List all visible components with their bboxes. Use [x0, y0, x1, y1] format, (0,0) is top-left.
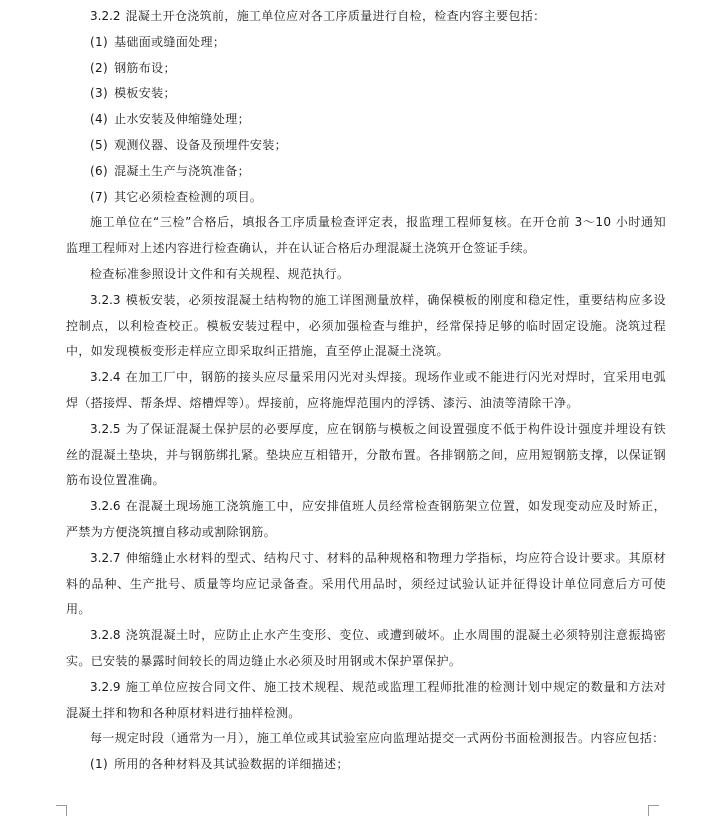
section-number: 3.2.9	[90, 679, 121, 694]
list-item: (2) 钢筋布设；	[90, 60, 176, 75]
section-3-2-4	[66, 365, 666, 417]
document-body	[66, 4, 666, 778]
list-item: (7) 其它必须检查检测的项目。	[90, 189, 263, 204]
section-3-2-5	[66, 417, 666, 494]
section-number: 3.2.7	[90, 550, 121, 565]
section-number: 3.2.6	[90, 499, 121, 514]
section-number: 3.2.5	[90, 421, 121, 436]
paragraph-standard: 检查标准参照设计文件和有关规程、规范执行。	[90, 266, 350, 281]
section-text: 混凝土开仓浇筑前，施工单位应对各工序质量进行自检，检查内容主要包括：	[125, 9, 546, 23]
section-text: 在加工厂中，钢筋的接头应尽量采用闪光对头焊接。现场作业或不能进行闪光对焊时，宜采用电弧焊（搭接焊、帮条焊、熔槽焊等）。焊接前，应将施焊范围内的浮锈、漆污、油渍等清除干净。	[66, 370, 666, 410]
list-item: (5) 观测仪器、设备及预埋件安装；	[90, 137, 287, 152]
list-item: (3) 模板安装；	[90, 86, 176, 101]
section-text: 在混凝土现场施工浇筑施工中，应安排值班人员经常检查钢筋架立位置，如发现变动应及时矫正，严禁为方便浇筑擅自移动或割除钢筋。	[66, 499, 666, 539]
paragraph-report: 每一规定时段（通常为一月），施工单位或其试验室应向监理站提交一式两份书面检测报告。内容应包括：	[90, 731, 665, 746]
list-item: (1) 所用的各种材料及其试验数据的详细描述；	[90, 757, 349, 772]
section-number: 3.2.3	[90, 292, 121, 307]
section-text: 模板安装，必须按混凝土结构物的施工详图测量放样，确保模板的刚度和稳定性，重要结构应多设控制点，以利检查校正。模板安装过程中，必须加强检查与维护，经常保持足够的临时固定设施。浇筑过程中，如发现模板变形走样应立即采取纠正措施，直至停止混凝土浇筑。	[66, 292, 666, 359]
list-item: (4) 止水安装及伸缩缝处理；	[90, 112, 250, 127]
section-3-2-9	[66, 675, 666, 727]
section-text: 施工单位应按合同文件、施工技术规程、规范或监理工程师批准的检测计划中规定的数量和方法对混凝土拌和物和各种原材料进行抽样检测。	[66, 679, 666, 720]
section-text: 浇筑混凝土时，应防止止水产生变形、变位、或遭到破坏。止水周围的混凝土必须特别注意振捣密实。已安装的暴露时间较长的周边缝止水必须及时用钢或木保护罩保护。	[66, 628, 666, 668]
page-corner-mark-left	[56, 805, 67, 816]
section-number: 3.2.8	[90, 628, 121, 643]
section-3-2-6	[66, 494, 666, 546]
section-3-2-7	[66, 546, 666, 623]
list-item: (1) 基础面或缝面处理；	[90, 34, 226, 49]
section-text: 为了保证混凝土保护层的必要厚度，应在钢筋与模板之间设置强度不低于构件设计强度并埋设有铁丝的混凝土垫块，并与钢筋绑扎紧。垫块应互相错开，分散布置。各排钢筋之间，应用短钢筋支撑，以保证钢筋布设位置准确。	[66, 421, 666, 488]
section-number: 3.2.2	[90, 9, 121, 23]
section-text: 伸缩缝止水材料的型式、结构尺寸、材料的品种规格和物理力学指标，均应符合设计要求。其原材料的品种、生产批号、质量等均应记录备查。采用代用品时，须经过试验认证并征得设计单位同意后方可使用。	[66, 550, 666, 617]
section-3-2-8	[66, 623, 666, 675]
page-corner-mark-right	[648, 805, 659, 816]
section-3-2-3	[66, 288, 666, 365]
section-number: 3.2.4	[90, 370, 121, 385]
section-3-2-2	[66, 4, 666, 30]
list-item: (6) 混凝土生产与浇筑准备；	[90, 163, 250, 178]
paragraph-self-check: 施工单位在“三检”合格后，填报各工序质量检查评定表，报监理工程师复核。在开仓前 3～10 小时通知监理工程师对上述内容进行检查确认，并在认证合格后办理混凝土浇筑开仓签证手续。	[66, 215, 666, 256]
